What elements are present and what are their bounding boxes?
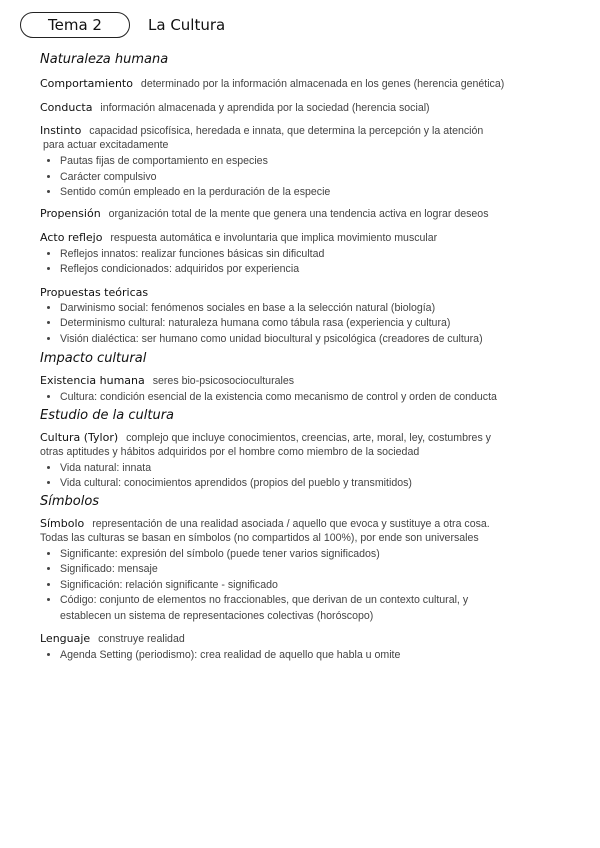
codigo-text-line2: establecen un sistema de representaciones colectivas (horóscopo)	[60, 609, 374, 622]
term-cultura-tylor: Cultura (Tylor)	[40, 430, 119, 444]
def-lenguaje: construye realidad	[98, 633, 185, 645]
term-instinto: Instinto	[40, 124, 82, 137]
def-cultura-tylor-line2: otras aptitudes y hábitos adquiridos por el hombre como miembro de la sociedad	[40, 445, 420, 458]
def-cultura-tylor-line1: complejo que incluye conocimientos, creencias, arte, moral, ley, costumbres y	[126, 431, 491, 444]
list-item: • Significante: expresión del símbolo (puede tener varios significados)	[60, 547, 585, 563]
term-comportamiento: Comportamiento	[40, 77, 133, 90]
entry-simbolo	[40, 517, 585, 531]
entry-instinto	[40, 124, 585, 138]
simbolo-bullet-list	[40, 547, 585, 625]
term-simbolo: Símbolo	[40, 516, 85, 530]
list-item: • Agenda Setting (periodismo): crea realidad de aquello que habla u omite	[60, 648, 585, 664]
cultura-tylor-bullet-list	[40, 461, 585, 492]
lenguaje-bullet-list	[40, 648, 585, 664]
def-conducta: información almacenada y aprendida por la sociedad (herencia social)	[100, 102, 430, 114]
heading-propuestas-teoricas: Propuestas teóricas	[40, 285, 149, 299]
list-item: • Vida cultural: conocimientos aprendidos (propios del pueblo y transmitidos)	[60, 476, 585, 492]
list-item: • Carácter compulsivo	[60, 170, 585, 186]
entry-existencia-humana	[40, 374, 585, 388]
entry-conducta	[40, 101, 585, 115]
heading-simbolos: Símbolos	[40, 493, 100, 509]
entry-acto-reflejo	[40, 231, 585, 245]
term-acto-reflejo: Acto reflejo	[40, 230, 103, 244]
list-item: • Reflejos condicionados: adquiridos por experiencia	[60, 262, 585, 278]
list-item: • Vida natural: innata	[60, 461, 585, 477]
list-item: • Significado: mensaje	[60, 562, 585, 578]
list-item: • Significación: relación significante - significado	[60, 578, 585, 594]
document-title: La Cultura	[148, 16, 226, 34]
instinto-bullet-list	[40, 154, 585, 201]
list-item: • Cultura: condición esencial de la existencia como mecanismo de control y orden de conducta	[60, 390, 585, 406]
acto-reflejo-bullet-list	[40, 247, 585, 278]
list-item: • Sentido común empleado en la perduración de la especie	[60, 185, 585, 201]
term-propension: Propensión	[40, 206, 101, 220]
def-existencia-humana: seres bio-psicosocioculturales	[152, 375, 295, 387]
entry-propension	[40, 207, 585, 221]
list-item: • Reflejos innatos: realizar funciones básicas sin dificultad	[60, 247, 585, 263]
def-acto-reflejo: respuesta automática e involuntaria que implica movimiento muscular	[110, 231, 438, 244]
list-item: • Visión dialéctica: ser humano como unidad biocultural y psicológica (creadores de cultura)	[60, 332, 585, 348]
list-item	[60, 593, 585, 624]
tema-label: Tema 2	[48, 16, 102, 34]
heading-impacto-cultural: Impacto cultural	[40, 351, 147, 366]
def-propension: organización total de la mente que genera una tendencia activa en lograr deseos	[108, 207, 489, 220]
def-comportamiento: determinado por la información almacenada en los genes (herencia genética)	[140, 78, 505, 90]
term-existencia-humana: Existencia humana	[40, 374, 145, 387]
def-simbolo-line1: representación de una realidad asociada / aquello que evoca y sustituye a otra cosa.	[92, 517, 490, 530]
propuestas-bullet-list	[40, 301, 585, 348]
document-content	[40, 52, 585, 664]
def-simbolo-line2: Todas las culturas se basan en símbolos (no compartidos al 100%), por ende son universales	[40, 531, 479, 544]
heading-estudio-cultura: Estudio de la cultura	[40, 407, 175, 423]
def-instinto-line2: para actuar excitadamente	[43, 139, 169, 151]
term-lenguaje: Lenguaje	[40, 632, 91, 645]
term-conducta: Conducta	[40, 101, 93, 114]
entry-lenguaje	[40, 632, 585, 646]
heading-naturaleza-humana: Naturaleza humana	[40, 52, 169, 67]
list-item: • Determinismo cultural: naturaleza humana como tábula rasa (experiencia y cultura)	[60, 316, 585, 332]
codigo-text-line1: Código: conjunto de elementos no fraccionables, que derivan de un contexto cultural, y	[60, 594, 469, 606]
list-item: • Pautas fijas de comportamiento en especies	[60, 154, 585, 170]
existencia-bullet-list	[40, 390, 585, 406]
def-instinto-line1: capacidad psicofísica, heredada e innata, que determina la percepción y la atención	[89, 125, 484, 137]
tema-label-box	[20, 12, 130, 38]
entry-cultura-tylor	[40, 431, 585, 445]
entry-comportamiento	[40, 77, 585, 91]
list-item: • Darwinismo social: fenómenos sociales en base a la selección natural (biología)	[60, 301, 585, 317]
